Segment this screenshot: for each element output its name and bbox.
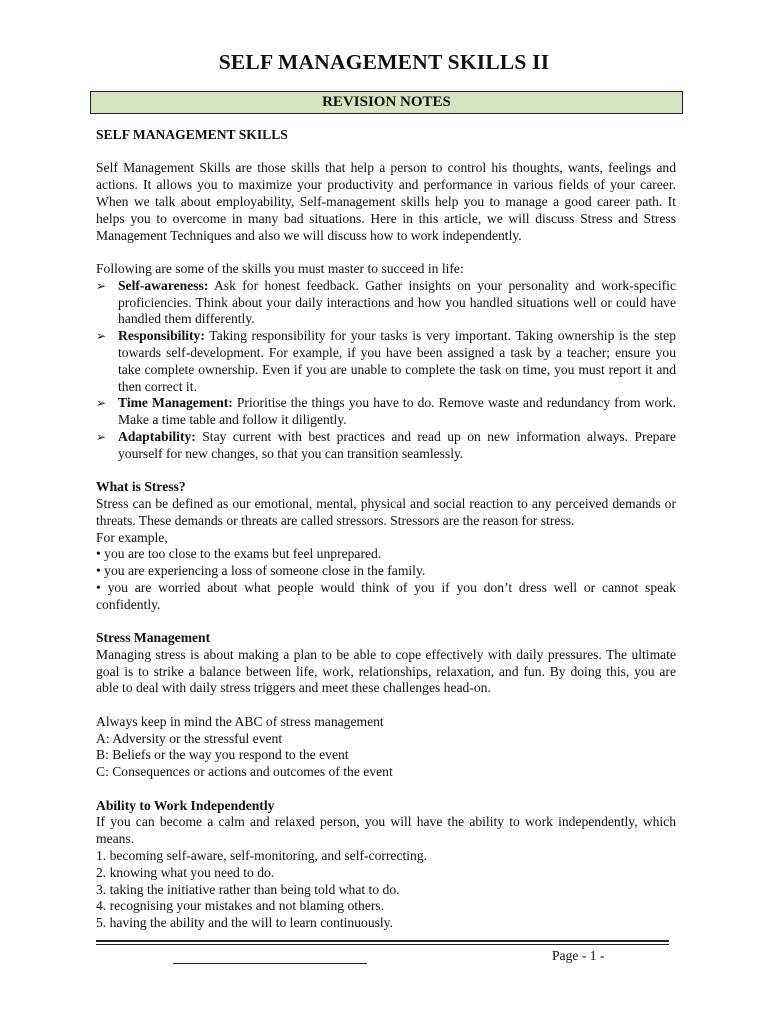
list-item: • you are worried about what people would think of you if you don’t dress well or cannot speak confidently. — [96, 579, 676, 612]
bullet-label: Responsibility: — [118, 328, 205, 344]
bullet-text: Prioritise the things you have to do. Remove waste and redundancy from work. Make a time table and follow it diligently. — [118, 395, 677, 428]
section-heading-stress-management: Stress Management — [96, 630, 211, 646]
list-item — [96, 429, 676, 463]
arrowhead-bullet-icon: ➢ — [96, 278, 107, 293]
skills-intro: Following are some of the skills you must master to succeed in life: — [96, 260, 464, 276]
arrowhead-bullet-icon: ➢ — [96, 396, 107, 411]
list-item — [96, 395, 676, 429]
bullet-label: Time Management: — [118, 395, 233, 411]
page-title: SELF MANAGEMENT SKILLS II — [218, 50, 550, 74]
list-item — [96, 328, 676, 395]
section-heading-what-is-stress: What is Stress? — [96, 479, 186, 495]
arrowhead-bullet-icon: ➢ — [96, 329, 107, 344]
list-item — [96, 278, 676, 328]
stress-management-paragraph: Managing stress is about making a plan to be able to cope effectively with daily pressures. The ultimate goal is to strike a balance between life, work, relationships, relaxation, and fun. By doing this, you are able to deal with daily stress triggers and meet these challenges head-on. — [96, 646, 676, 696]
list-item: B: Beliefs or the way you respond to the event — [96, 747, 349, 763]
section-heading-work-independently: Ability to Work Independently — [96, 797, 275, 813]
arrowhead-bullet-icon: ➢ — [96, 429, 107, 444]
list-item: 4. recognising your mistakes and not blaming others. — [96, 898, 385, 914]
list-item: 5. having the ability and the will to learn continuously. — [96, 915, 393, 931]
example-intro: For example, — [96, 529, 168, 545]
work-independently-paragraph: If you can become a calm and relaxed person, you will have the ability to work independently, which means. — [96, 814, 676, 847]
list-item: C: Consequences or actions and outcomes of the event — [96, 764, 393, 780]
list-item: 2. knowing what you need to do. — [96, 864, 275, 880]
page-number: Page - 1 - — [552, 948, 605, 963]
list-item: • you are too close to the exams but feel unprepared. — [96, 546, 382, 562]
list-item: 1. becoming self-aware, self-monitoring, and self-correcting. — [96, 848, 428, 864]
stress-paragraph: Stress can be defined as our emotional, mental, physical and social reaction to any perceived demands or threats. These demands or threats are called stressors. Stressors are the reason for stress. — [96, 495, 676, 528]
self-management-paragraph: Self Management Skills are those skills that help a person to control his thoughts, wants, feelings and actions. It allows you to maximize your productivity and performance in various fields of your career. When we talk about employability, Self-management skills help you to manage a good career path. It helps you to overcome in many bad situations. Here in this article, we will discuss Stress and Stress Management Techniques and also we will discuss how to work independently. — [96, 160, 676, 243]
revision-notes-banner: REVISION NOTES — [90, 91, 683, 114]
bullet-text: Taking responsibility for your tasks is very important. Taking ownership is the step towards self-development. For example, if you have been assigned a task by a teacher; ensure you take complete ownership. Even if you are unable to complete the task on time, you must report it and then correct it. — [118, 328, 676, 394]
document-body — [96, 127, 676, 932]
footer-divider-thin — [96, 944, 669, 945]
list-item: A: Adversity or the stressful event — [96, 730, 283, 746]
skills-list — [96, 278, 676, 463]
footer-underline — [173, 963, 367, 964]
bullet-label: Self-awareness: — [118, 277, 209, 293]
bullet-text: Stay current with best practices and read up on new information always. Prepare yourself for new changes, so that you can transition seamlessly. — [118, 428, 676, 461]
section-heading-self-management: SELF MANAGEMENT SKILLS — [96, 127, 288, 142]
bullet-label: Adaptability: — [118, 428, 196, 444]
list-item: 3. taking the initiative rather than being told what to do. — [96, 881, 400, 897]
list-item: • you are experiencing a loss of someone close in the family. — [96, 563, 426, 579]
abc-intro: Always keep in mind the ABC of stress management — [96, 713, 384, 729]
footer-divider — [96, 940, 669, 942]
bullet-text: Ask for honest feedback. Gather insights on your personality and work-specific proficiencies. Think about your daily interactions and how you handled situations well or could have handled them differently. — [118, 277, 676, 327]
